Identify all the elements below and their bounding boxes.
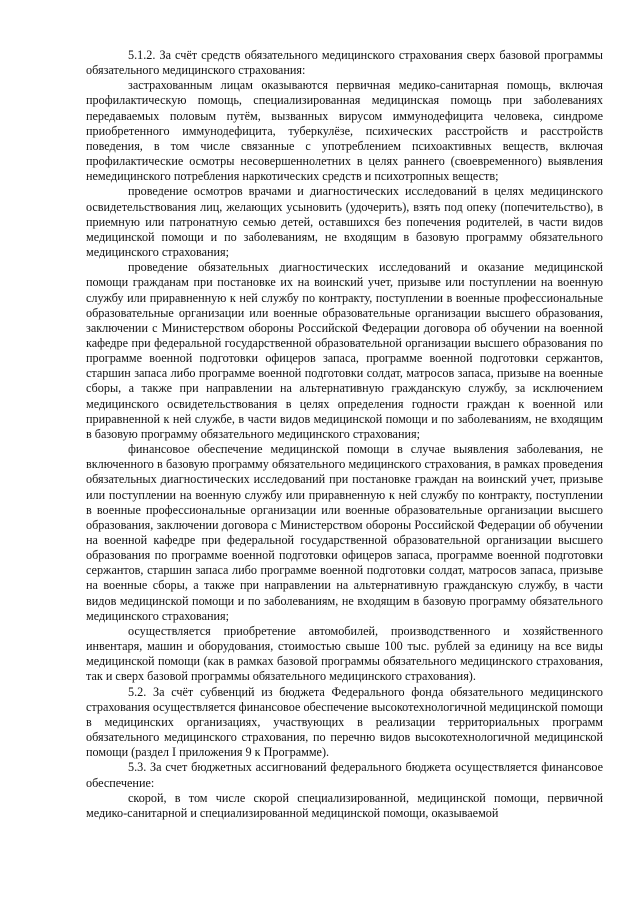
- paragraph-emergency-care: скорой, в том числе скорой специализированной, медицинской помощи, первичной медико-санитарной и специализированной медицинской помощи, оказываемой: [86, 790, 603, 820]
- paragraph-financial-provision: финансовое обеспечение медицинской помощи в случае выявления заболевания, не включенного в базовую программу обязательного медицинского страхования, в рамках проведения обязательных диагностических исследований при постановке граждан на воинский учет, призыве или поступлении на военную службу или приравненную к ней службу по контракту, поступлении в военные профессиональные организации или военные образовательные организации высшего образования, заключении договора с Министерством обороны Российской Федерации об обучении на военной кафедре при федеральной государственной образовательной организации высшего образования по программе военной подготовки офицеров запаса, программе военной подготовки сержантов, старшин запаса либо программе военной подготовки солдат, матросов запаса, призыве на военные сборы, а также при направлении на альтернативную гражданскую службу, в части видов медицинской помощи и по заболеваниям, не входящим в базовую программу обязательного медицинского страхования;: [86, 442, 603, 623]
- paragraph-5-3: 5.3. За счет бюджетных ассигнований федерального бюджета осуществляется финансовое обеспечение:: [86, 760, 603, 790]
- paragraph-primary-care: застрахованным лицам оказываются первичная медико-санитарная помощь, включая профилактическую помощь, специализированная медицинская помощь при заболеваниях передаваемых половым путём, вызванных вирусом иммунодефицита человека, синдроме приобретенного иммунодефицита, туберкулёзе, психических расстройств и расстройств поведения, в том числе связанные с употреблением психоактивных веществ, включая профилактические осмотры несовершеннолетних в целях раннего (своевременного) выявления немедицинского потребления наркотических средств и психотропных веществ;: [86, 78, 603, 184]
- paragraph-adoption-exams: проведение осмотров врачами и диагностических исследований в целях медицинского освидетельствования лиц, желающих усыновить (удочерить), взять под опеку (попечительство), в приемную или патронатную семью детей, оставшихся без попечения родителей, в части видов медицинской помощи и по заболеваниям, не входящим в базовую программу обязательного медицинского страхования;: [86, 184, 603, 260]
- document-page: [86, 48, 603, 821]
- paragraph-5-1-2: 5.1.2. За счёт средств обязательного медицинского страхования сверх базовой программы обязательного медицинского страхования:: [86, 48, 603, 78]
- paragraph-5-2: 5.2. За счёт субвенций из бюджета Федерального фонда обязательного медицинского страхования осуществляется финансовое обеспечение высокотехнологичной медицинской помощи в медицинских организациях, участвующих в реализации территориальных программ обязательного медицинского страхования, по перечню видов высокотехнологичной медицинской помощи (раздел I приложения 9 к Программе).: [86, 684, 603, 760]
- paragraph-military-diagnostics: проведение обязательных диагностических исследований и оказание медицинской помощи гражданам при постановке их на воинский учет, призыве или поступлении на военную службу или приравненную к ней службу по контракту, поступлении в военные профессиональные образовательные организации или военные образовательные организации высшего образования, заключении с Министерством обороны Российской Федерации договора об обучении на военной кафедре при федеральной государственной образовательной организации высшего образования по программе военной подготовки офицеров запаса, программе военной подготовки сержантов, старшин запаса либо программе военной подготовки солдат, матросов запаса, призыве на военные сборы, а также при направлении на альтернативную гражданскую службу, за исключением медицинского освидетельствования в целях определения годности граждан к военной или приравненной к ней службе, в части видов медицинской помощи и по заболеваниям, не входящим в базовую программу обязательного медицинского страхования;: [86, 260, 603, 441]
- paragraph-equipment-purchase: осуществляется приобретение автомобилей, производственного и хозяйственного инвентаря, машин и оборудования, стоимостью свыше 100 тыс. рублей за единицу на все виды медицинской помощи (как в рамках базовой программы обязательного медицинского страхования, так и сверх базовой программы обязательного медицинского страхования).: [86, 623, 603, 684]
